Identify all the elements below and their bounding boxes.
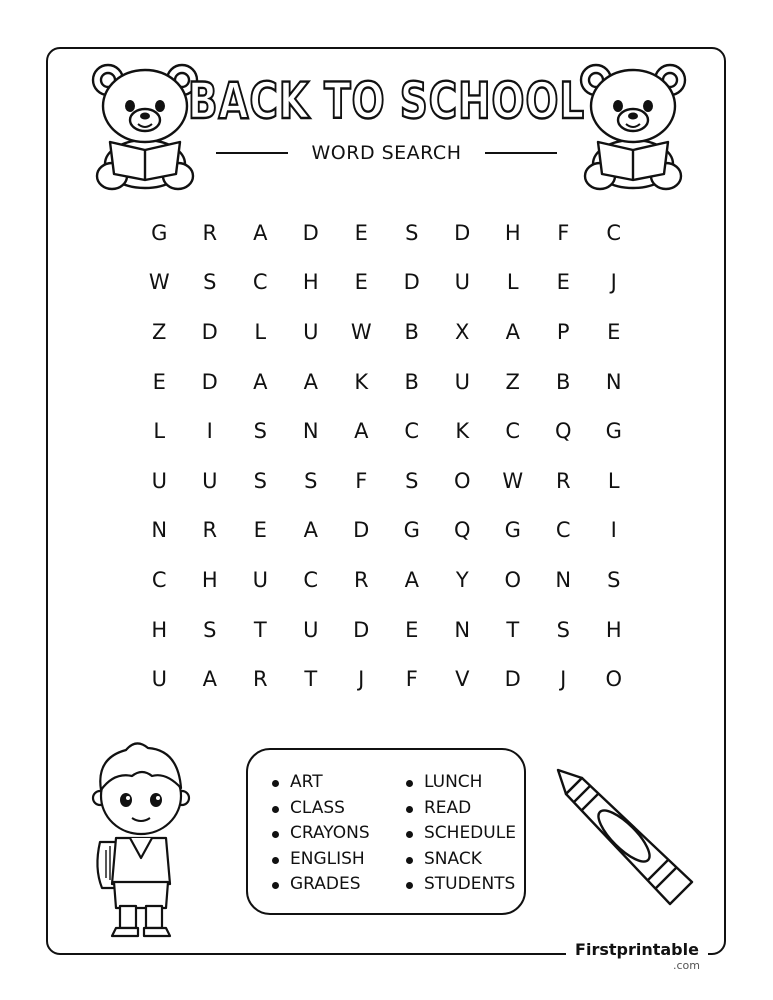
grid-letter: O — [504, 567, 522, 592]
grid-letter: G — [151, 220, 168, 245]
grid-letter: K — [455, 419, 470, 444]
word-list-item: ENGLISH — [270, 847, 370, 873]
grid-letter: P — [556, 319, 570, 344]
grid-letter: A — [253, 220, 268, 245]
grid-letter: D — [403, 270, 420, 295]
grid-letter: J — [560, 667, 567, 692]
grid-letter: Z — [505, 369, 520, 394]
word-list-item: ART — [270, 770, 370, 796]
grid-letter: G — [504, 518, 521, 543]
page-subtitle: WORD SEARCH — [311, 142, 462, 164]
word-list-item: SCHEDULE — [404, 821, 516, 847]
grid-letter: C — [555, 518, 571, 543]
grid-letter: R — [353, 567, 369, 592]
grid-letter: I — [610, 518, 617, 543]
grid-letter: E — [354, 270, 368, 295]
grid-letter: D — [504, 667, 521, 692]
grid-row — [134, 258, 639, 308]
page-title: BACK TO SCHOOL — [187, 72, 585, 130]
grid-letter: G — [605, 419, 622, 444]
grid-letter: U — [454, 270, 470, 295]
grid-letter: A — [354, 419, 369, 444]
grid-letter: N — [605, 369, 622, 394]
grid-letter: S — [607, 567, 621, 592]
student-boy-icon — [86, 738, 198, 938]
grid-letter: S — [253, 468, 267, 493]
grid-letter: I — [206, 419, 213, 444]
subtitle-rule-left — [216, 152, 288, 154]
grid-row — [134, 357, 639, 407]
grid-letter: E — [152, 369, 166, 394]
grid-letter: X — [455, 319, 470, 344]
grid-letter: A — [202, 667, 217, 692]
grid-letter: B — [404, 369, 419, 394]
grid-letter: F — [355, 468, 368, 493]
word-list-item: STUDENTS — [404, 872, 516, 898]
grid-letter: Y — [455, 567, 469, 592]
grid-letter: E — [556, 270, 570, 295]
grid-letter: N — [555, 567, 572, 592]
subtitle-row — [216, 140, 557, 166]
grid-letter: C — [303, 567, 319, 592]
grid-letter: C — [404, 419, 420, 444]
grid-row — [134, 654, 639, 704]
grid-letter: S — [556, 617, 570, 642]
brand-footer — [566, 940, 708, 972]
grid-letter: H — [302, 270, 319, 295]
grid-letter: N — [151, 518, 168, 543]
grid-letter: R — [202, 220, 218, 245]
word-list-left — [270, 770, 370, 898]
grid-letter: U — [151, 468, 167, 493]
grid-letter: C — [606, 220, 622, 245]
word-list-item: CLASS — [270, 796, 370, 822]
grid-letter: D — [353, 518, 370, 543]
subtitle-rule-right — [485, 152, 557, 154]
grid-letter: E — [405, 617, 419, 642]
grid-letter: C — [252, 270, 268, 295]
word-list-item: CRAYONS — [270, 821, 370, 847]
grid-letter: C — [151, 567, 167, 592]
grid-letter: U — [454, 369, 470, 394]
grid-letter: T — [506, 617, 520, 642]
brand-suffix: .com — [673, 959, 700, 972]
grid-row — [134, 406, 639, 456]
grid-letter: G — [403, 518, 420, 543]
word-list-item: LUNCH — [404, 770, 516, 796]
grid-row — [134, 208, 639, 258]
grid-letter: D — [201, 319, 218, 344]
grid-letter: B — [404, 319, 419, 344]
crayon-icon — [552, 764, 702, 914]
grid-row — [134, 307, 639, 357]
grid-letter: L — [506, 270, 519, 295]
grid-letter: A — [303, 518, 318, 543]
grid-letter: K — [354, 369, 369, 394]
grid-letter: S — [405, 220, 419, 245]
grid-letter: R — [202, 518, 218, 543]
grid-letter: U — [303, 319, 319, 344]
grid-row — [134, 456, 639, 506]
grid-letter: R — [555, 468, 571, 493]
grid-letter: L — [153, 419, 166, 444]
grid-letter: H — [201, 567, 218, 592]
grid-letter: W — [502, 468, 524, 493]
grid-letter: S — [203, 270, 217, 295]
grid-letter: Q — [554, 419, 572, 444]
grid-letter: C — [505, 419, 521, 444]
grid-letter: E — [253, 518, 267, 543]
grid-letter: O — [605, 667, 623, 692]
grid-letter: D — [201, 369, 218, 394]
grid-letter: S — [253, 419, 267, 444]
grid-row — [134, 605, 639, 655]
grid-letter: S — [203, 617, 217, 642]
word-list-item: GRADES — [270, 872, 370, 898]
grid-letter: T — [304, 667, 318, 692]
grid-letter: W — [148, 270, 170, 295]
grid-letter: W — [350, 319, 372, 344]
grid-letter: S — [405, 468, 419, 493]
grid-letter: Z — [152, 319, 167, 344]
grid-letter: U — [252, 567, 268, 592]
grid-letter: J — [610, 270, 617, 295]
grid-letter: U — [151, 667, 167, 692]
grid-letter: H — [605, 617, 622, 642]
grid-letter: U — [202, 468, 218, 493]
brand-name: Firstprintable — [575, 940, 699, 959]
grid-letter: N — [454, 617, 471, 642]
grid-letter: S — [304, 468, 318, 493]
grid-letter: L — [254, 319, 267, 344]
word-list-box — [246, 748, 526, 915]
grid-letter: D — [353, 617, 370, 642]
grid-letter: A — [505, 319, 520, 344]
grid-letter: R — [252, 667, 268, 692]
grid-letter: Q — [453, 518, 471, 543]
grid-row — [134, 555, 639, 605]
grid-letter: U — [303, 617, 319, 642]
grid-letter: E — [607, 319, 621, 344]
grid-letter: B — [556, 369, 571, 394]
grid-letter: N — [302, 419, 319, 444]
word-list-right — [404, 770, 516, 898]
grid-row — [134, 506, 639, 556]
grid-letter: D — [454, 220, 471, 245]
word-list-item: SNACK — [404, 847, 516, 873]
grid-letter: H — [504, 220, 521, 245]
grid-letter: F — [405, 667, 418, 692]
grid-letter: L — [607, 468, 620, 493]
grid-letter: E — [354, 220, 368, 245]
grid-letter: A — [303, 369, 318, 394]
grid-letter: A — [253, 369, 268, 394]
grid-letter: D — [302, 220, 319, 245]
grid-letter: A — [404, 567, 419, 592]
grid-letter: T — [253, 617, 267, 642]
word-search-grid — [134, 208, 639, 704]
grid-letter: H — [151, 617, 168, 642]
grid-letter: V — [455, 667, 470, 692]
grid-letter: F — [557, 220, 570, 245]
word-list-item: READ — [404, 796, 516, 822]
grid-letter: J — [358, 667, 365, 692]
grid-letter: O — [453, 468, 471, 493]
